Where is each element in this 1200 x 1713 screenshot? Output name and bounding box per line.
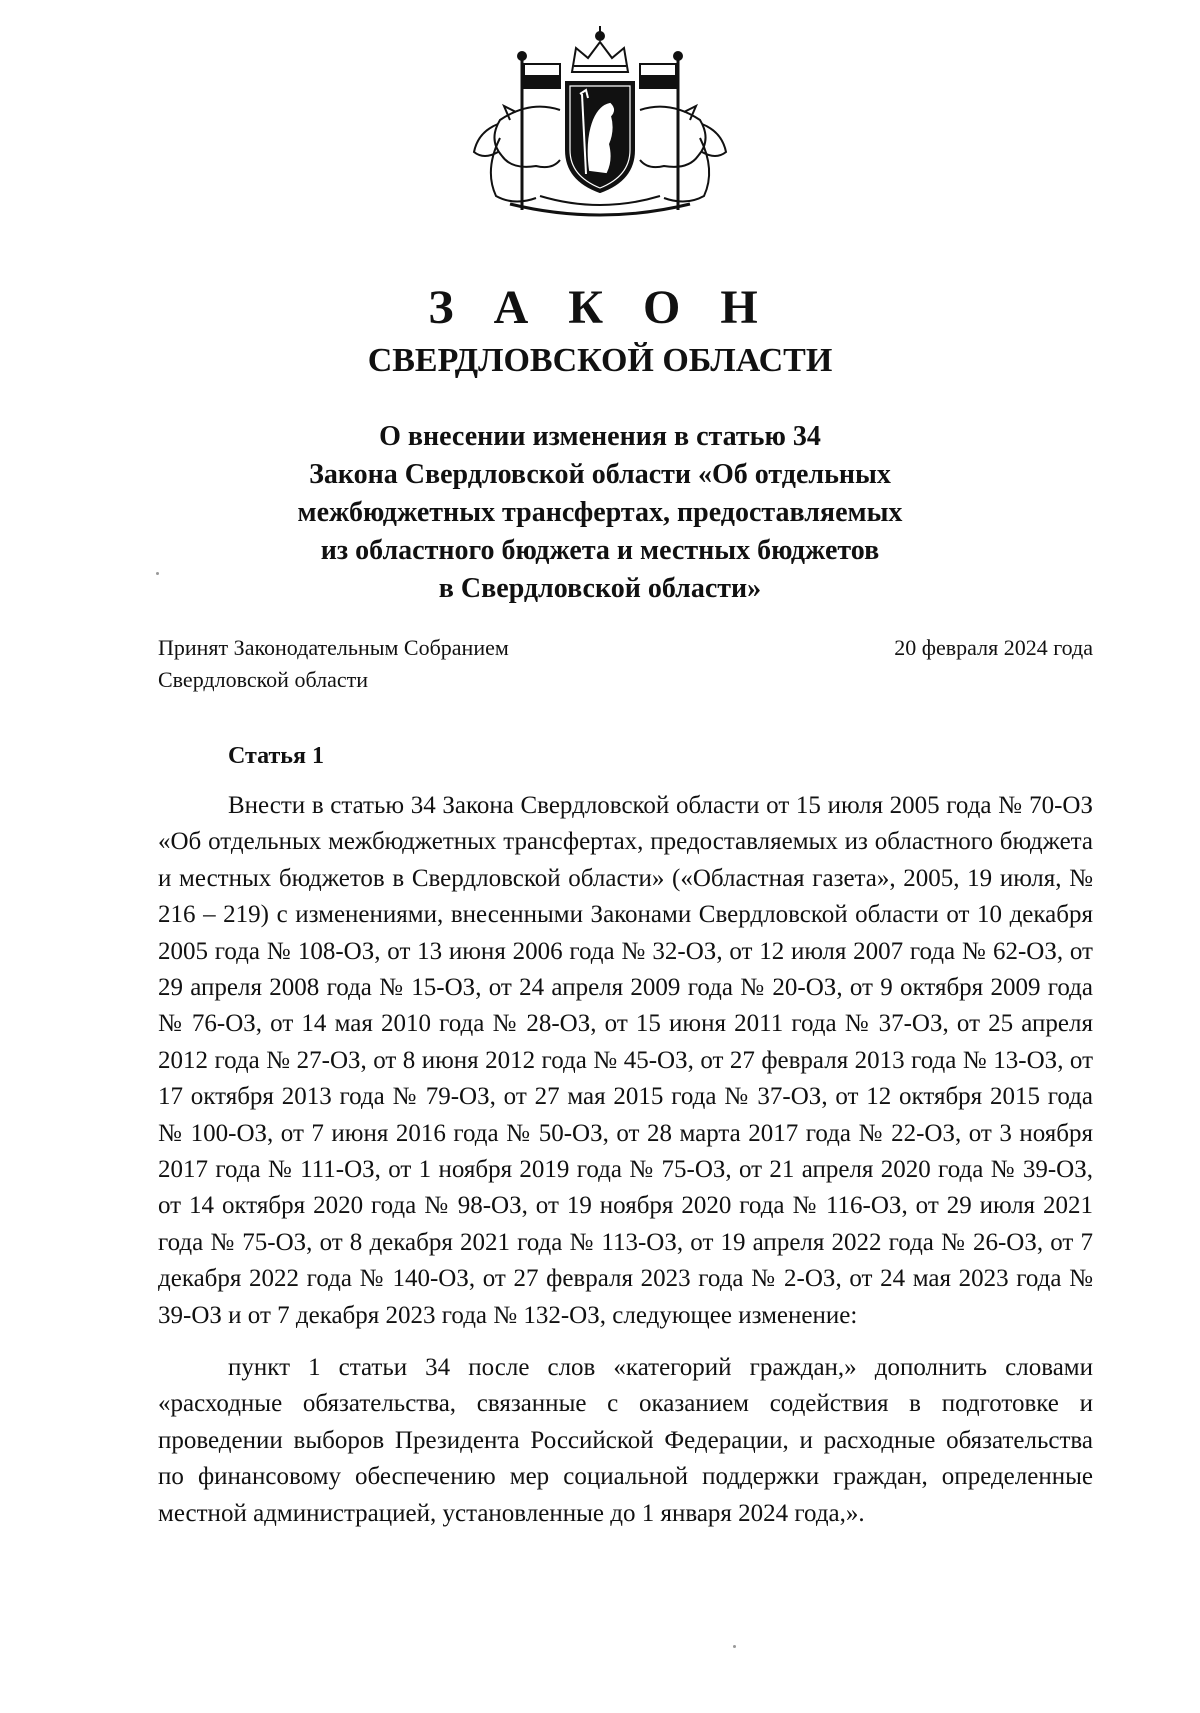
law-subject — [160, 418, 1040, 608]
subject-line: из областного бюджета и местных бюджетов — [320, 535, 880, 566]
document-type-title: З А К О Н — [428, 281, 772, 334]
adopted-by — [158, 632, 509, 696]
coat-of-arms-icon — [440, 20, 760, 220]
subject-line: межбюджетных трансфертах, предоставляемых — [297, 497, 903, 528]
coat-of-arms-emblem — [440, 20, 760, 220]
article-heading: Статья 1 — [228, 743, 324, 769]
subject-line: О внесении изменения в статью 34 — [379, 421, 821, 452]
scan-speck — [733, 1645, 736, 1648]
adoption-date: 20 февраля 2024 года — [894, 635, 1093, 660]
scan-speck — [156, 572, 159, 575]
region-title: СВЕРДЛОВСКОЙ ОБЛАСТИ — [367, 342, 833, 379]
subject-line: в Свердловской области» — [438, 573, 762, 604]
subject-line: Закона Свердловской области «Об отдельных — [309, 459, 891, 490]
article-paragraph-1: Внести в статью 34 Закона Свердловской области от 15 июля 2005 года № 70-ОЗ «Об отдельных межбюджетных трансфертах, предоставляемых из областного бюджета и местных бюджетов в Свердловской области» («Областная газета», 2005, 19 июля, № 216 – 219) с изменениями, внесенными Законами Свердловской области от 10 декабря 2005 года № 108-ОЗ, от 13 июня 2006 года № 32-ОЗ, от 12 июля 2007 года № 62-ОЗ, от 29 апреля 2008 года № 15-ОЗ, от 24 апреля 2009 года № 20-ОЗ, от 9 октября 2009 года № 76-ОЗ, от 14 мая 2010 года № 28-ОЗ, от 15 июня 2011 года № 37-ОЗ, от 25 апреля 2012 года № 27-ОЗ, от 8 июня 2012 года № 45-ОЗ, от 27 февраля 2013 года № 13-ОЗ, от 17 октября 2013 года № 79-ОЗ, от 27 мая 2015 года № 37-ОЗ, от 12 октября 2015 года № 100-ОЗ, от 7 июня 2016 года № 50-ОЗ, от 28 марта 2017 года № 22-ОЗ, от 3 ноября 2017 года № 111-ОЗ, от 1 ноября 2019 года № 75-ОЗ, от 21 апреля 2020 года № 39-ОЗ, от 14 октября 2020 года № 98-ОЗ, от 19 ноября 2020 года № 116-ОЗ, от 29 июля 2021 года № 75-ОЗ, от 8 декабря 2021 года № 113-ОЗ, от 19 апреля 2022 года № 26-ОЗ, от 7 декабря 2022 года № 140-ОЗ, от 27 февраля 2023 года № 2-ОЗ, от 24 мая 2023 года № 39-ОЗ и от 7 декабря 2023 года № 132-ОЗ, следующее изменение: — [158, 792, 1093, 1329]
adopted-by-line: Свердловской области — [158, 667, 368, 692]
adopted-by-line: Принят Законодательным Собранием — [158, 635, 509, 660]
article-paragraph-2: пункт 1 статьи 34 после слов «категорий граждан,» дополнить словами «расходные обязательства, связанные с оказанием содействия в подготовке и проведении выборов Президента Российской Федерации, и расходные обязательства по финансовому обеспечению мер социальной поддержки граждан, определенные местной администрацией, установленные до 1 января 2024 года,». — [158, 1354, 1093, 1527]
